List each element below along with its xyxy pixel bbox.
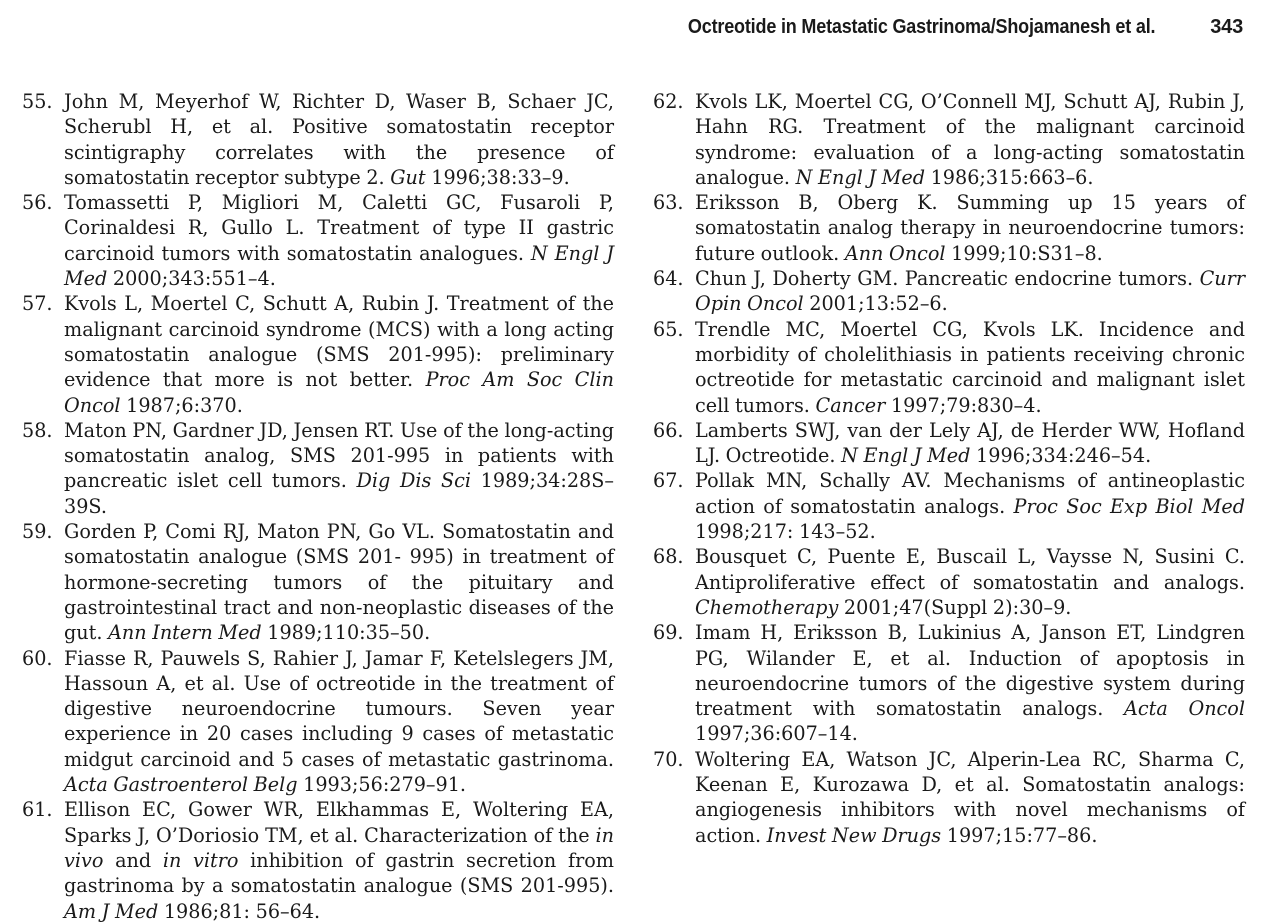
reference-text-run: 2001;13:52–6. — [803, 292, 948, 316]
reference-entry — [653, 190, 1245, 266]
reference-text — [695, 544, 1245, 620]
reference-text — [695, 89, 1245, 190]
reference-text-run: Pollak MN, Schally AV. Mechanisms of antineoplastic action of somatostatin analogs. — [695, 469, 1245, 518]
reference-text-run: 1997;15:77–86. — [941, 823, 1098, 847]
reference-text-run: Gorden P, Comi RJ, Maton PN, Go VL. Somatostatin and somatostatin analogue (SMS 201- 995) in treatment of hormone-secreting tumors of the pituitary and gastrointestinal tract and non-neoplastic diseases of the gut. — [64, 520, 614, 645]
reference-entry — [653, 468, 1245, 544]
reference-text-run: Kvols L, Moertel C, Schutt A, Rubin J. Treatment of the malignant carcinoid syndrome (MCS) with a long acting somatostatin analogue (SMS 201-995): preliminary evidence that more is not better. — [64, 292, 614, 392]
reference-text-run: 1987;6:370. — [120, 393, 243, 417]
reference-number: 59. — [22, 520, 53, 544]
reference-text-run: 1997;36:607–14. — [695, 722, 858, 746]
reference-text-run: 1986;315:663–6. — [924, 165, 1094, 189]
page-number: 343 — [1210, 16, 1243, 38]
reference-entry — [653, 418, 1245, 469]
reference-text — [64, 89, 614, 190]
journal-title: N Engl J Med — [841, 444, 971, 468]
reference-text-run: John M, Meyerhof W, Richter D, Waser B, Schaer JC, Scherubl H, et al. Positive somatostatin receptor scintigraphy correlates with the presence of somatostatin receptor subtype 2. — [64, 90, 614, 189]
reference-text-run: Chun J, Doherty GM. Pancreatic endocrine tumors. — [695, 267, 1200, 291]
journal-title: Proc Soc Exp Biol Med — [1013, 494, 1245, 518]
reference-text-run: 1986;81: 56–64. — [158, 899, 321, 923]
reference-text-run: Kvols LK, Moertel CG, O’Connell MJ, Schutt AJ, Rubin J, Hahn RG. Treatment of the malignant carcinoid syndrome: evaluation of a long-acting somatostatin analogue. — [695, 90, 1245, 189]
reference-text-run: 2001;47(Suppl 2):30–9. — [838, 595, 1072, 619]
reference-number: 67. — [653, 469, 684, 493]
reference-number: 64. — [653, 267, 684, 291]
reference-text-run: 1999;10:S31–8. — [945, 241, 1103, 265]
reference-text — [695, 747, 1245, 848]
reference-text-run: 1989;110:35–50. — [261, 621, 431, 645]
reference-text-run: 1996;38:33–9. — [425, 165, 570, 189]
journal-title: Dig Dis Sci — [356, 469, 472, 493]
journal-title: N Engl J Med — [64, 241, 614, 291]
reference-text — [695, 620, 1245, 746]
reference-number: 55. — [22, 90, 53, 113]
running-title: Octreotide in Metastatic Gastrinoma/Shojamanesh et al. — [687, 16, 1155, 38]
reference-text — [695, 190, 1245, 266]
reference-text-run: Lamberts SWJ, van der Lely AJ, de Herder WW, Hofland LJ. Octreotide. — [695, 418, 1245, 468]
journal-title: Ann Intern Med — [108, 621, 262, 645]
reference-text — [695, 266, 1245, 317]
running-header — [0, 16, 1269, 44]
reference-text-run: 1998;217: 143–52. — [695, 520, 876, 544]
reference-text-run: Woltering EA, Watson JC, Alperin-Lea RC, Sharma C, Keenan E, Kurozawa D, et al. Somatostatin analogs: angiogenesis inhibitors with novel mechanisms of action. — [695, 747, 1245, 847]
reference-text — [64, 190, 614, 291]
journal-title: Acta Gastroenterol Belg — [64, 773, 298, 797]
journal-title: Gut — [390, 165, 426, 189]
reference-text-run: 1996;334:246–54. — [970, 444, 1152, 468]
reference-text — [64, 797, 614, 923]
reference-text-run: and — [103, 848, 163, 872]
reference-text — [64, 646, 614, 798]
reference-text-run: 1993;56:279–91. — [297, 773, 467, 797]
reference-text — [695, 418, 1245, 469]
reference-entry — [22, 190, 614, 291]
reference-text — [695, 468, 1245, 544]
reference-entry — [22, 89, 614, 190]
journal-title: N Engl J Med — [795, 165, 925, 189]
journal-title: Invest New Drugs — [766, 823, 942, 847]
journal-title: Proc Am Soc Clin Oncol — [64, 368, 614, 417]
reference-text-run: Maton PN, Gardner JD, Jensen RT. Use of the long-acting somatostatin analog, SMS 201-995 in patients with pancreatic islet cell tumors. — [64, 418, 614, 493]
journal-title: Am J Med — [64, 899, 159, 923]
journal-title: Chemotherapy — [695, 595, 839, 619]
reference-number: 57. — [22, 292, 53, 316]
reference-entry — [653, 544, 1245, 620]
reference-text — [64, 291, 614, 417]
reference-number: 65. — [653, 317, 684, 341]
reference-number: 66. — [653, 418, 684, 442]
reference-text — [64, 418, 614, 519]
reference-number: 60. — [22, 646, 53, 670]
reference-number: 61. — [22, 798, 53, 822]
reference-entry — [653, 747, 1245, 848]
reference-entry — [22, 519, 614, 645]
journal-title: Curr Opin Oncol — [695, 267, 1245, 316]
journal-title: Ann Oncol — [844, 241, 946, 265]
reference-entry — [22, 646, 614, 798]
journal-title: in vivo — [64, 823, 614, 872]
reference-text-run: Tomassetti P, Migliori M, Caletti GC, Fusaroli P, Corinaldesi R, Gullo L. Treatment of type II gastric carcinoid tumors with somatostatin analogues. — [64, 191, 614, 265]
reference-number: 63. — [653, 191, 684, 215]
reference-number: 58. — [22, 418, 53, 442]
reference-entry — [22, 291, 614, 417]
reference-number: 69. — [653, 621, 684, 645]
reference-entry — [653, 89, 1245, 190]
reference-text-run: 1989;34:28S–39S. — [64, 469, 614, 518]
reference-number: 62. — [653, 90, 684, 113]
journal-title: Cancer — [815, 393, 886, 417]
reference-list-left-column — [22, 89, 614, 924]
reference-number: 70. — [653, 747, 684, 771]
reference-number: 56. — [22, 191, 53, 215]
reference-text-run: Bousquet C, Puente E, Buscail L, Vaysse N, Susini C. Antiproliferative effect of somatostatin and analogs. — [695, 545, 1245, 594]
reference-text-run: 1997;79:830–4. — [885, 393, 1042, 417]
reference-text-run: 2000;343:551–4. — [107, 267, 276, 291]
reference-text — [64, 519, 614, 645]
reference-entry — [653, 266, 1245, 317]
reference-text-run: inhibition of gastrin secretion from gastrinoma by a somatostatin analogue (SMS 201-995). — [64, 848, 614, 898]
reference-text — [695, 317, 1245, 418]
reference-list-right-column — [653, 89, 1245, 848]
reference-text-run: Fiasse R, Pauwels S, Rahier J, Jamar F, Ketelslegers JM, Hassoun A, et al. Use of octreotide in the treatment of digestive neuroendocrine tumours. Seven year experience in 20 cases including 9 cases of metastatic midgut carcinoid and 5 cases of metastatic gastrinoma. — [64, 646, 614, 771]
reference-text-run: Eriksson B, Oberg K. Summing up 15 years of somatostatin analog therapy in neuroendocrine tumors: future outlook. — [695, 191, 1245, 265]
reference-entry — [653, 317, 1245, 418]
reference-number: 68. — [653, 545, 684, 569]
reference-text-run: Ellison EC, Gower WR, Elkhammas E, Woltering EA, Sparks J, O’Doriosio TM, et al. Characterization of the — [64, 798, 614, 847]
reference-text-run: Trendle MC, Moertel CG, Kvols LK. Incidence and morbidity of cholelithiasis in patients receiving chronic octreotide for metastatic carcinoid and malignant islet cell tumors. — [695, 317, 1245, 417]
journal-title: in vitro — [162, 848, 239, 872]
reference-entry — [22, 797, 614, 923]
reference-text-run: Imam H, Eriksson B, Lukinius A, Janson ET, Lindgren PG, Wilander E, et al. Induction of apoptosis in neuroendocrine tumors of the digestive system during treatment with somatostatin analogs. — [695, 621, 1245, 721]
reference-entry — [22, 418, 614, 519]
journal-title: Acta Oncol — [1124, 697, 1245, 721]
reference-entry — [653, 620, 1245, 746]
